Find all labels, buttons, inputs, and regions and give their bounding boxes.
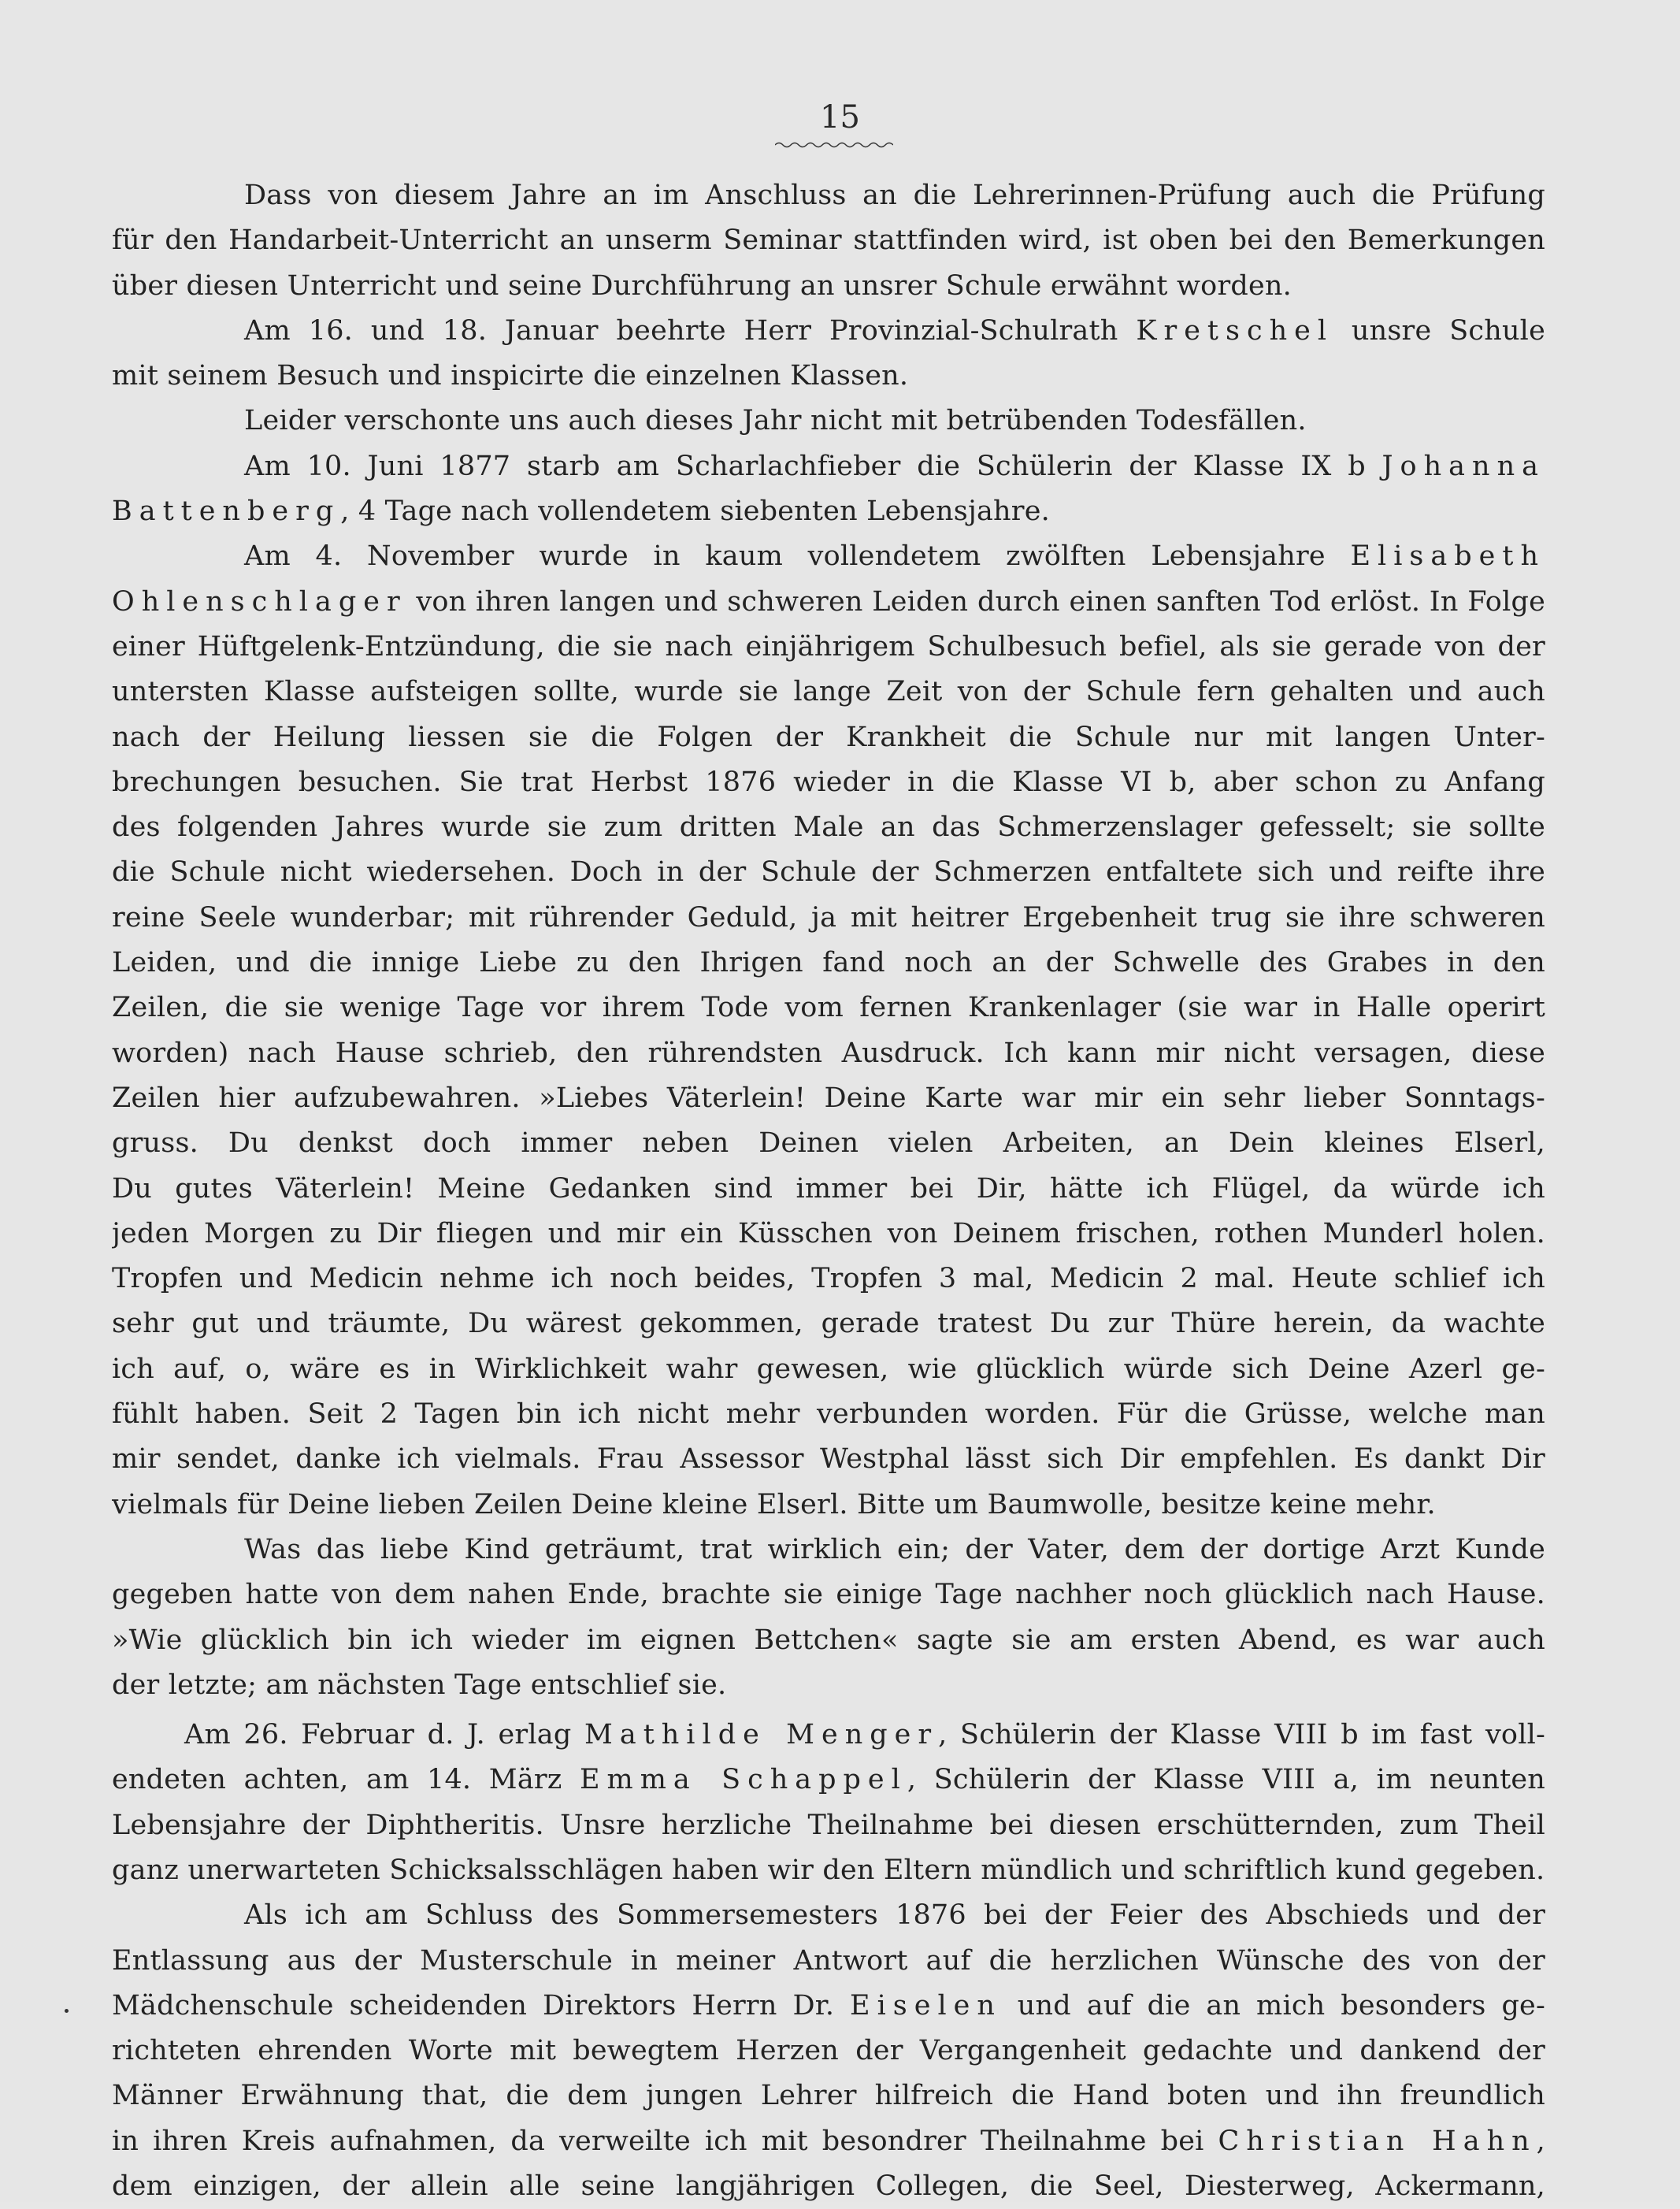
text-line: in ihren Kreis aufnahmen, da verweilte ich mit besondrer Theilnahme bei Christian Hahn, — [112, 2125, 1545, 2157]
text-line: Tropfen und Medicin nehme ich noch beides, Tropfen 3 mal, Medicin 2 mal. Heute schlief ich — [112, 1263, 1545, 1295]
paragraph-ohlenschlager — [112, 534, 1545, 1528]
text-line: Am 4. November wurde in kaum vollendetem zwölften Lebensjahre Elisabeth — [244, 540, 1545, 573]
paragraph-schulrath-visit — [112, 309, 1545, 399]
person-name: Eiselen — [850, 1989, 1002, 2022]
text-line: mir sendet, danke ich vielmals. Frau Assessor Westphal lässt sich Dir empfehlen. Es dankt Dir — [112, 1443, 1545, 1476]
paragraph-handarbeit — [112, 173, 1545, 309]
text-line: ganz unerwarteten Schicksalsschlägen haben wir den Eltern mündlich und schriftlich kund gegeben. — [112, 1854, 1545, 1886]
text-line: Zeilen, die sie wenige Tage vor ihrem Tode vom fernen Krankenlager (sie war in Halle operirt — [112, 992, 1545, 1024]
text-line: »Wie glücklich bin ich wieder im eignen Bettchen« sagte sie am ersten Abend, es war auch — [112, 1624, 1545, 1656]
text-line: nach der Heilung liessen sie die Folgen der Krankheit die Schule nur mit langen Unter- — [112, 721, 1545, 753]
text-line: die Schule nicht wiedersehen. Doch in der Schule der Schmerzen entfaltete sich und reifte ihre — [112, 856, 1545, 889]
text-line: Du gutes Väterlein! Meine Gedanken sind immer bei Dir, hätte ich Flügel, da würde ich — [112, 1172, 1545, 1205]
text-line: untersten Klasse aufsteigen sollte, wurde sie lange Zeit von der Schule fern gehalten und auch — [112, 676, 1545, 708]
person-name: Elisabeth — [1350, 540, 1545, 573]
person-name: Johanna — [1381, 450, 1545, 482]
text-line: Entlassung aus der Musterschule in meiner Antwort auf die herzlichen Wünsche des von der — [112, 1944, 1545, 1977]
text-line: ich auf, o, wäre es in Wirklichkeit wahr gewesen, wie glücklich würde sich Deine Azerl ge- — [112, 1353, 1545, 1385]
text-line: Zeilen hier aufzubewahren. »Liebes Väterlein! Deine Karte war mir ein sehr lieber Sonntags- — [112, 1082, 1545, 1114]
paragraph-abschied — [112, 1893, 1545, 2209]
text-line: gruss. Du denkst doch immer neben Deinen vielen Arbeiten, an Dein kleines Elserl, — [112, 1127, 1545, 1160]
text-line: Am 26. Februar d. J. erlag Mathilde Menger, Schülerin der Klasse VIII b im fast voll- — [184, 1719, 1545, 1751]
text-line: sehr gut und träumte, Du wärest gekommen, gerade tratest Du zur Thüre herein, da wachte — [112, 1308, 1545, 1340]
scan-speck — [65, 2009, 69, 2013]
text-line: dem einzigen, der allein alle seine langjährigen Collegen, die Seel, Diesterweg, Ackermann, — [112, 2170, 1545, 2203]
paragraph-menger-schappel — [112, 1713, 1545, 1893]
text-line: Was das liebe Kind geträumt, trat wirklich ein; der Vater, dem der dortige Arzt Kunde — [244, 1533, 1545, 1565]
text-line: für den Handarbeit-Unterricht an unserm Seminar stattfinden wird, ist oben bei den Bemerkungen — [112, 225, 1545, 257]
text-line: Ohlenschlager von ihren langen und schweren Leiden durch einen sanften Tod erlöst. In Folge — [112, 585, 1545, 618]
text-line: jeden Morgen zu Dir fliegen und mir ein Küsschen von Deinem frischen, rothen Munderl holen. — [112, 1217, 1545, 1249]
text-line: mit seinem Besuch und inspicirte die einzelnen Klassen. — [112, 360, 909, 392]
text-line: reine Seele wunderbar; mit rührender Geduld, ja mit heitrer Ergebenheit trug sie ihre schweren — [112, 901, 1545, 934]
text-line: über diesen Unterricht und seine Durchführung an unsrer Schule erwähnt worden. — [112, 269, 1292, 302]
text-line: Am 10. Juni 1877 starb am Scharlachfieber die Schülerin der Klasse IX b Johanna — [244, 450, 1545, 482]
text-line: richteten ehrenden Worte mit bewegtem Herzen der Vergangenheit gedachte und dankend der — [112, 2035, 1545, 2067]
person-name: Kretschel — [1136, 314, 1334, 347]
text-line: des folgenden Jahres wurde sie zum dritten Male an das Schmerzenslager gefesselt; sie sollte — [112, 811, 1545, 844]
body-text — [112, 173, 1545, 2209]
text-line: brechungen besuchen. Sie trat Herbst 1876 wieder in die Klasse VI b, aber schon zu Anfang — [112, 766, 1545, 798]
paragraph-todesfaelle — [112, 399, 1545, 444]
text-line: Leider verschonte uns auch dieses Jahr nicht mit betrübenden Todesfällen. — [244, 405, 1307, 437]
text-line: der letzte; am nächsten Tage entschlief sie. — [112, 1669, 727, 1701]
text-line: einer Hüftgelenk-Entzündung, die sie nach einjährigem Schulbesuch befiel, als sie gerade von der — [112, 630, 1545, 663]
text-line: Battenberg, 4 Tage nach vollendetem siebenten Lebensjahre. — [112, 496, 1050, 528]
text-line: worden) nach Hause schrieb, den rührendsten Ausdruck. Ich kann mir nicht versagen, diese — [112, 1037, 1545, 1069]
text-line: Männer Erwähnung that, die dem jungen Lehrer hilfreich die Hand boten und ihn freundlich — [112, 2080, 1545, 2112]
text-line: endeten achten, am 14. März Emma Schappel, Schülerin der Klasse VIII a, im neunten — [112, 1764, 1545, 1796]
person-name: Ohlenschlager — [112, 585, 407, 618]
text-line: vielmals für Deine lieben Zeilen Deine kleine Elserl. Bitte um Baumwolle, besitze keine mehr. — [112, 1488, 1436, 1520]
text-line: fühlt haben. Seit 2 Tagen bin ich nicht mehr verbunden worden. Für die Grüsse, welche man — [112, 1398, 1545, 1431]
person-name: Emma Schappel — [580, 1764, 907, 1796]
person-name: Mathilde Menger — [584, 1719, 939, 1751]
text-line: Lebensjahre der Diphtheritis. Unsre herzliche Theilnahme bei diesen erschütternden, zum Theil — [112, 1809, 1545, 1841]
text-line: Leiden, und die innige Liebe zu den Ihrigen fand noch an der Schwelle des Grabes in den — [112, 947, 1545, 979]
text-line: Am 16. und 18. Januar beehrte Herr Provinzial-Schulrath Kretschel unsre Schule — [244, 314, 1545, 347]
page-number: 15 — [820, 99, 860, 136]
paragraph-heimkehr — [112, 1528, 1545, 1708]
person-name: Battenberg — [112, 496, 341, 528]
text-line: Mädchenschule scheidenden Direktors Herrn Dr. Eiselen und auf die an mich besonders ge- — [112, 1989, 1545, 2022]
text-line: Dass von diesem Jahre an im Anschluss an die Lehrerinnen-Prüfung auch die Prüfung — [244, 180, 1545, 211]
page-number-ornament — [775, 141, 893, 149]
person-name: Christian Hahn — [1218, 2125, 1537, 2157]
text-line: Als ich am Schluss des Sommersemesters 1876 bei der Feier des Abschieds und der — [244, 1899, 1545, 1932]
text-line: gegeben hatte von dem nahen Ende, brachte sie einige Tage nachher noch glücklich nach Hause. — [112, 1579, 1545, 1611]
paragraph-battenberg — [112, 444, 1545, 535]
